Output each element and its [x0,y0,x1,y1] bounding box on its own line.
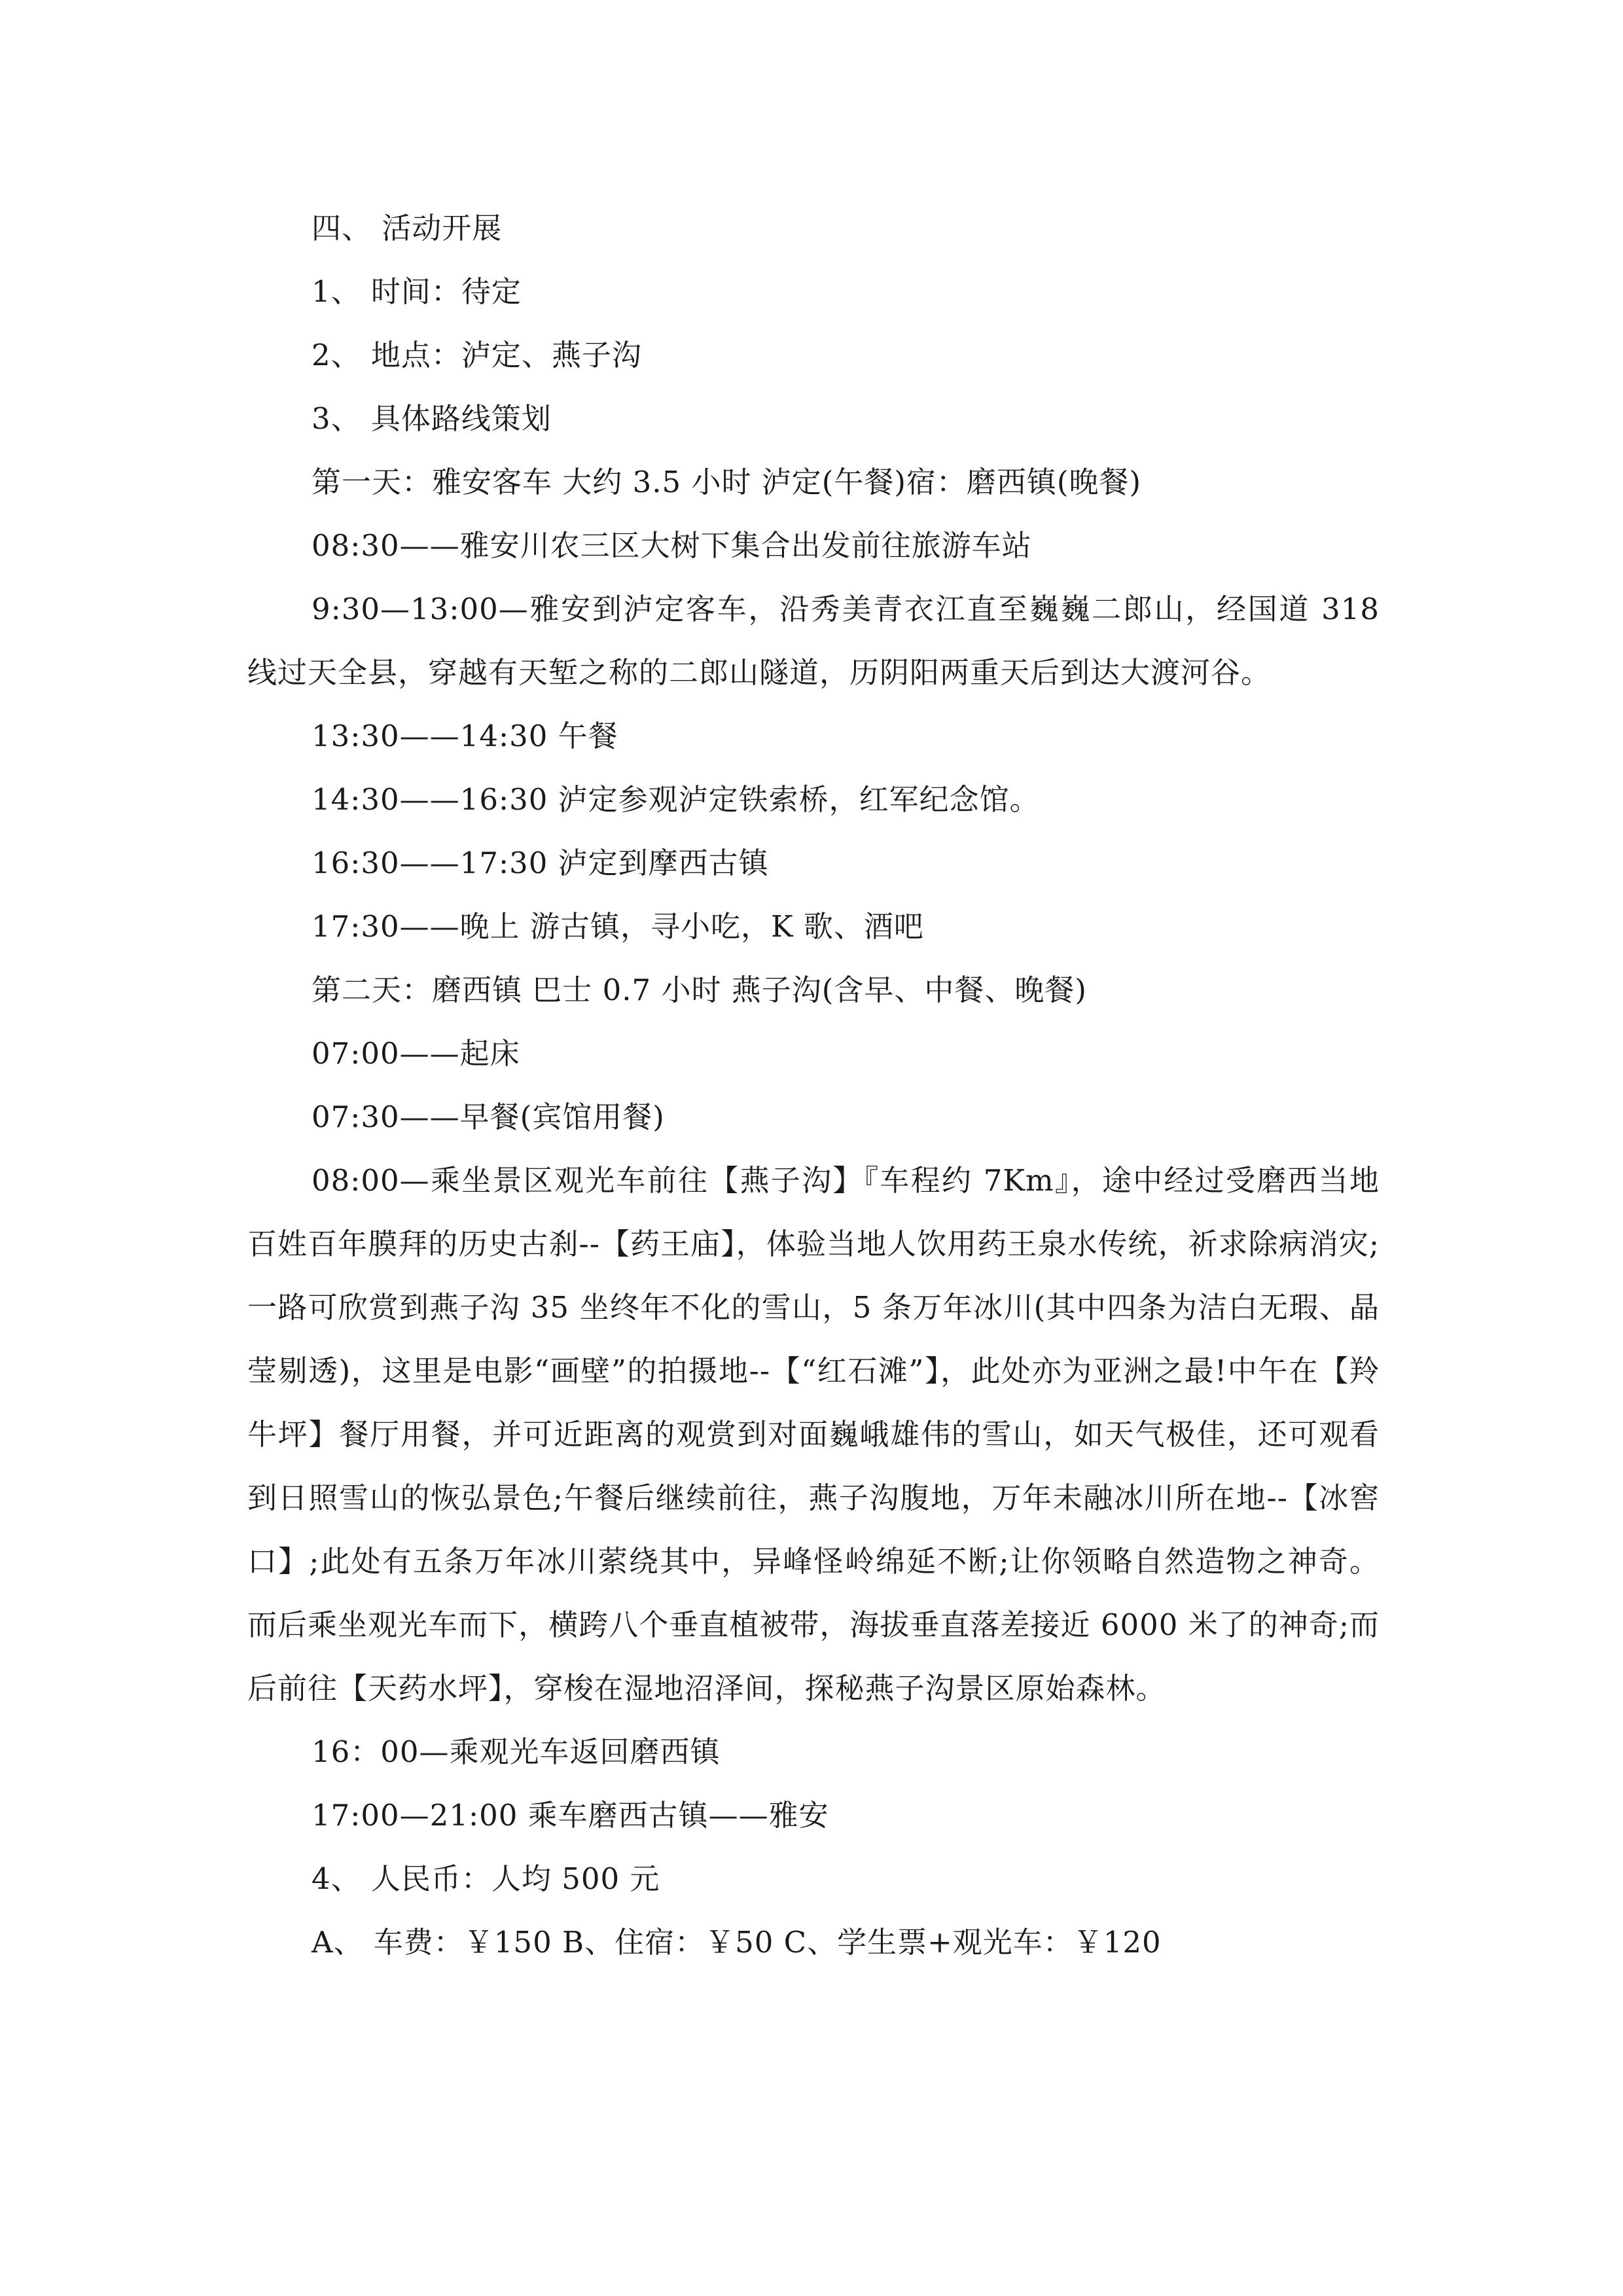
section-heading-activity: 四、 活动开展 [312,211,503,245]
schedule-paragraph: 9:30—13:00—雅安到泸定客车，沿秀美青衣江直至巍巍二郎山，经国道 318 线过天全县，穿越有天堑之称的二郎山隧道，历阴阳两重天后到达大渡河谷。 [247,592,1380,690]
budget-breakdown: A、 车费：￥150 B、住宿：￥50 C、学生票+观光车：￥120 [312,1925,1162,1960]
schedule-line: 07:00——起床 [312,1036,520,1071]
schedule-line: 17:00—21:00 乘车磨西古镇——雅安 [312,1798,829,1833]
document-body [247,196,1380,1974]
item-location: 2、 地点：泸定、燕子沟 [312,338,642,372]
item-budget: 4、 人民币：人均 500 元 [312,1861,660,1896]
schedule-line: 08:30——雅安川农三区大树下集合出发前往旅游车站 [312,528,1032,563]
item-time: 1、 时间：待定 [312,274,522,309]
item-route-plan: 3、 具体路线策划 [312,401,552,436]
schedule-line: 16:30——17:30 泸定到摩西古镇 [312,846,769,880]
schedule-line: 14:30——16:30 泸定参观泸定铁索桥，红军纪念馆。 [312,782,1040,817]
schedule-line: 16：00—乘观光车返回磨西镇 [312,1734,721,1769]
schedule-paragraph: 08:00—乘坐景区观光车前往【燕子沟】『车程约 7Km』，途中经过受磨西当地百姓百年膜拜的历史古刹--【药王庙】，体验当地人饮用药王泉水传统，祈求除病消灾;一路可欣赏到燕子沟 35 坐终年不化的雪山，5 条万年冰川(其中四条为洁白无瑕、晶莹剔透)，这里是电影“画壁”的拍摄地--【“红石滩”】，此处亦为亚洲之最!中午在【羚牛坪】餐厅用餐，并可近距离的观赏到对面巍峨雄伟的雪山，如天气极佳，还可观看到日照雪山的恢弘景色;午餐后继续前往，燕子沟腹地，万年未融冰川所在地--【冰窖口】;此处有五条万年冰川萦绕其中，异峰怪岭绵延不断;让你领略自然造物之神奇。而后乘坐观光车而下，横跨八个垂直植被带，海拔垂直落差接近 6000 米了的神奇;而后前往【天药水坪】，穿梭在湿地沼泽间，探秘燕子沟景区原始森林。 [247,1163,1380,1706]
schedule-line: 17:30——晚上 游古镇，寻小吃，K 歌、酒吧 [312,909,924,944]
schedule-line: 07:30——早餐(宾馆用餐) [312,1100,665,1134]
schedule-line: 13:30——14:30 午餐 [312,719,618,753]
day-one-heading: 第一天：雅安客车 大约 3.5 小时 泸定(午餐)宿：磨西镇(晚餐) [312,465,1142,499]
day-two-heading: 第二天：磨西镇 巴士 0.7 小时 燕子沟(含早、中餐、晚餐) [312,973,1087,1007]
